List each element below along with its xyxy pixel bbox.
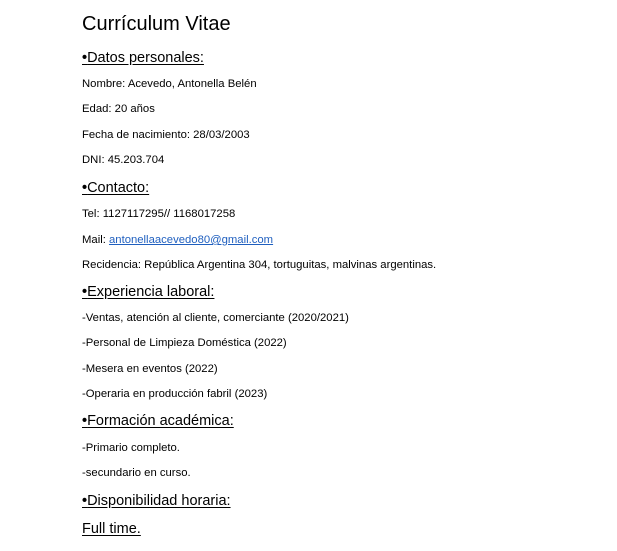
- mail-label: Mail:: [82, 234, 109, 246]
- phone-line: Tel: 1127117295// 1168017258: [82, 208, 236, 220]
- availability-value: Full time.: [82, 521, 141, 537]
- section-heading-education: [82, 412, 234, 430]
- name-label: Nombre:: [82, 78, 128, 90]
- name-line: [82, 77, 257, 92]
- heading-text: Formación académica:: [87, 413, 234, 429]
- dni-line: DNI: 45.203.704: [82, 154, 165, 166]
- birthdate-line: Fecha de nacimiento: 28/03/2003: [82, 129, 250, 141]
- experience-item: -Personal de Limpieza Doméstica (2022): [82, 337, 287, 349]
- heading-text: Disponibilidad horaria:: [87, 493, 231, 509]
- name-value: Acevedo, Antonella Belén: [127, 78, 257, 90]
- heading-text: Experiencia laboral:: [87, 284, 215, 300]
- address-line: Recidencia: República Argentina 304, tortuguitas, malvinas argentinas.: [82, 259, 437, 271]
- heading-text: Datos personales:: [87, 50, 204, 66]
- education-item: -Primario completo.: [82, 442, 180, 454]
- mail-line: [82, 233, 273, 248]
- page-title: Currículum Vitae: [82, 13, 231, 35]
- experience-item: -Operaria en producción fabril (2023): [82, 388, 268, 400]
- section-heading-availability: [82, 492, 231, 510]
- bullet: •: [82, 493, 88, 509]
- heading-text: Contacto:: [87, 180, 150, 196]
- experience-item: -Mesera en eventos (2022): [82, 363, 218, 375]
- section-heading-personal: [82, 49, 204, 67]
- section-heading-contact: [82, 179, 149, 197]
- section-heading-experience: [82, 283, 214, 301]
- email-link[interactable]: antonellaacevedo80@gmail.com: [109, 234, 274, 246]
- bullet: •: [82, 284, 88, 300]
- age-line: Edad: 20 años: [82, 103, 155, 115]
- experience-item: -Ventas, atención al cliente, comerciante (2020/2021): [82, 312, 349, 324]
- bullet: •: [82, 50, 88, 66]
- bullet: •: [82, 413, 88, 429]
- bullet: •: [82, 180, 88, 196]
- education-item: -secundario en curso.: [82, 467, 191, 479]
